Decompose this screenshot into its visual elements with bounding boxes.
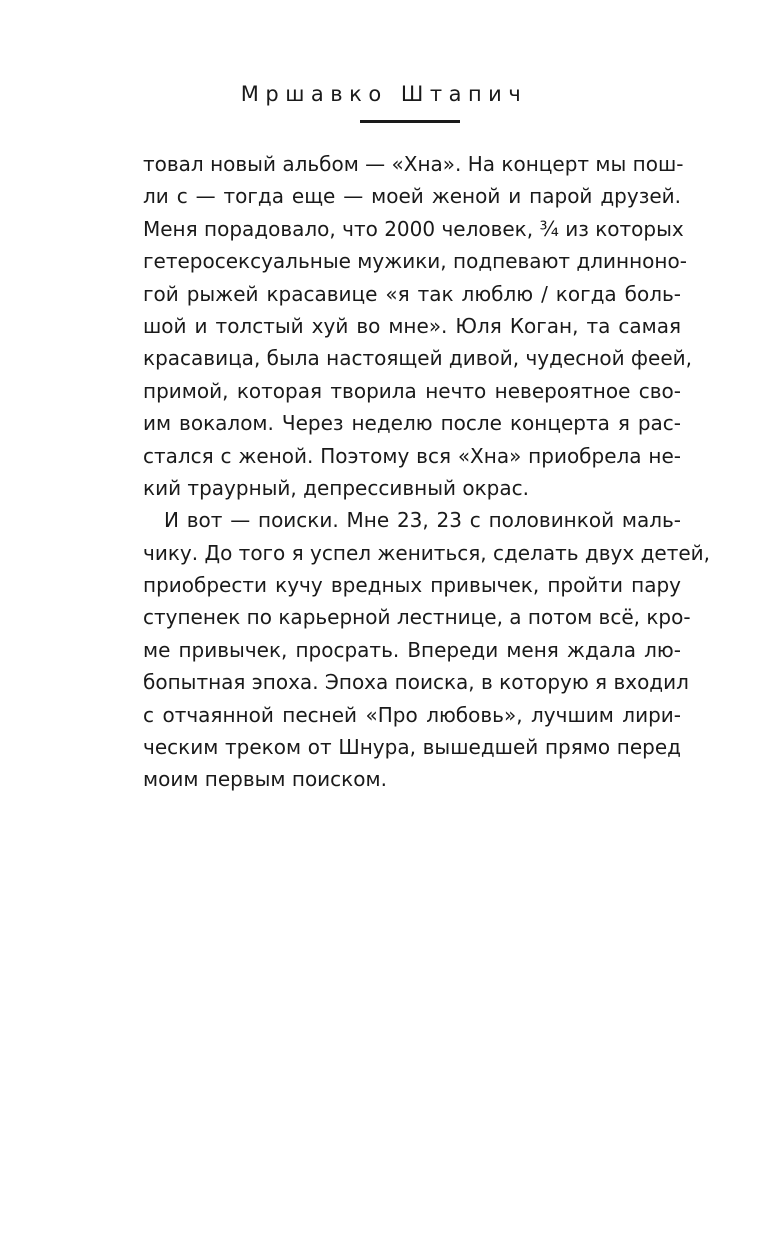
- paragraph-1: [143, 148, 692, 504]
- text-line: бопытная эпоха. Эпоха поиска, в которую я входил: [143, 670, 689, 695]
- text-line: ступенек по карьерной лестнице, а потом всё, кро-: [143, 605, 691, 630]
- text-line: И вот — поиски. Мне 23, 23 с половинкой маль-: [164, 508, 681, 533]
- text-line: товал новый альбом — «Хна». На концерт мы пош-: [143, 152, 684, 176]
- text-line: Меня порадовало, что 2000 человек, ¾ из которых: [143, 216, 684, 241]
- text-line: гой рыжей красавице «я так люблю / когда боль-: [143, 281, 681, 306]
- text-line: моим первым поиском.: [143, 767, 387, 792]
- header-rule: [360, 120, 460, 123]
- paragraph-2: [143, 504, 711, 796]
- body-text: [143, 148, 711, 796]
- text-line: гетеросексуальные мужики, подпевают длинноно-: [143, 249, 687, 274]
- text-line: с отчаянной песней «Про любовь», лучшим лири-: [143, 702, 681, 727]
- text-line: им вокалом. Через неделю после концерта я рас-: [143, 411, 681, 436]
- running-head-title: Мршавко Штапич: [240, 82, 528, 106]
- text-line: красавица, была настоящей дивой, чудесной феей,: [143, 346, 692, 371]
- text-line: приобрести кучу вредных привычек, пройти пару: [143, 573, 681, 598]
- text-line: чику. До того я успел жениться, сделать двух детей,: [143, 540, 711, 565]
- text-line: ческим треком от Шнура, вышедшей прямо перед: [143, 735, 681, 760]
- text-line: шой и толстый хуй во мне». Юля Коган, та самая: [143, 313, 681, 338]
- text-line: ме привычек, просрать. Впереди меня ждала лю-: [143, 637, 681, 662]
- text-line: примой, которая творила нечто невероятное сво-: [143, 378, 681, 403]
- text-line: ли с — тогда еще — моей женой и парой друзей.: [143, 184, 681, 209]
- text-line: кий траурный, депрессивный окрас.: [143, 475, 529, 500]
- text-line: стался с женой. Поэтому вся «Хна» приобрела не-: [143, 443, 681, 468]
